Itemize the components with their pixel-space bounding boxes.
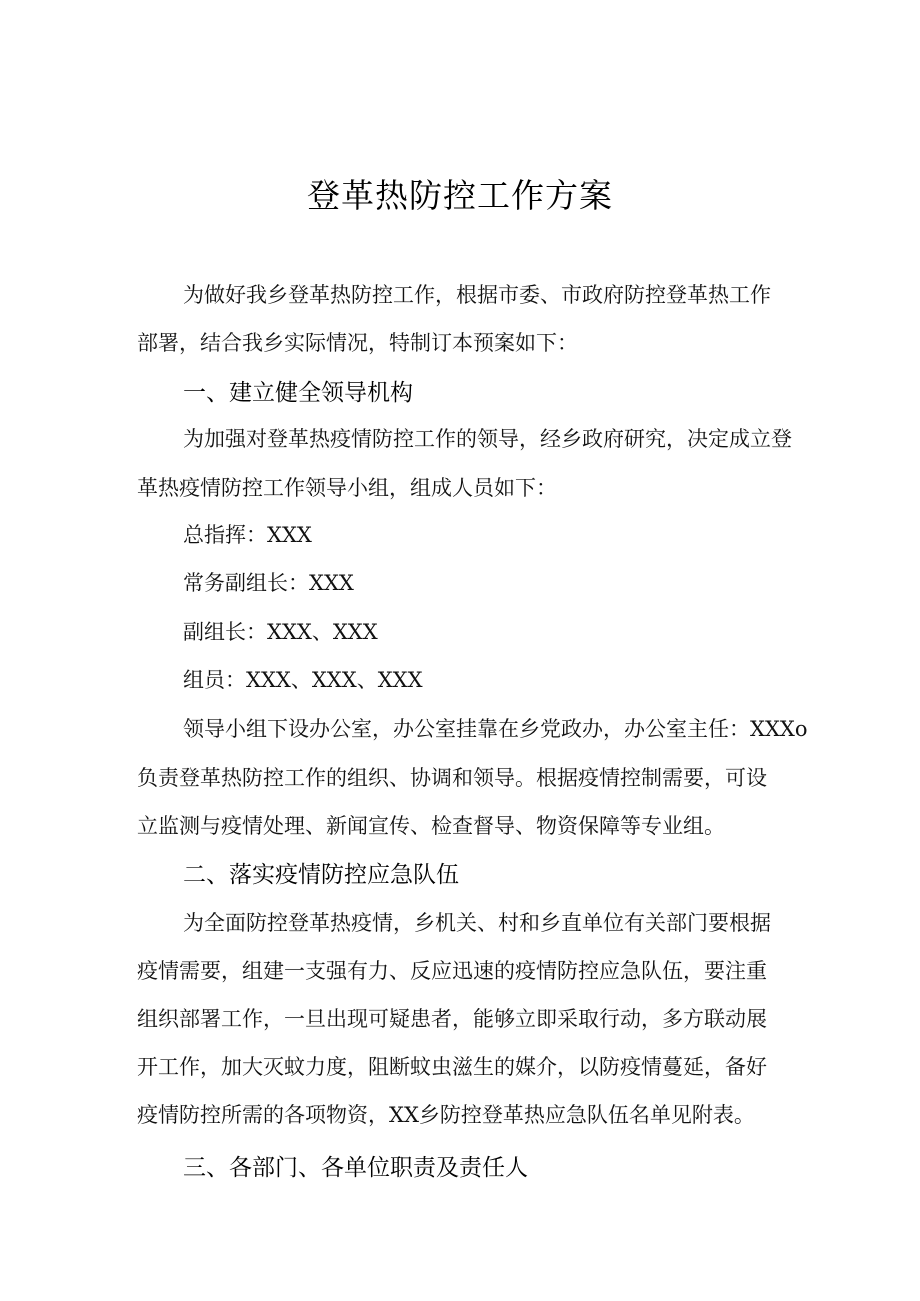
section-2-line-3: 组织部署工作，一旦出现可疑患者，能够立即采取行动，多方联动展 (137, 1007, 767, 1031)
section-1-line-8: 负责登革热防控工作的组织、协调和领导。根据疫情控制需要，可设 (137, 766, 767, 790)
section-1-line-1: 为加强对登革热疫情防控工作的领导，经乡政府研究，决定成立登 (183, 427, 792, 451)
section-2-heading: 二、落实疫情防控应急队伍 (183, 862, 459, 888)
intro-line-2: 部署，结合我乡实际情况，特制订本预案如下： (137, 331, 578, 355)
section-2-line-1: 为全面防控登革热疫情，乡机关、村和乡直单位有关部门要根据 (183, 911, 771, 935)
section-1-line-7: 领导小组下设办公室，办公室挂靠在乡党政办，办公室主任：XXXo (183, 717, 808, 741)
section-1-line-4: 常务副组长：XXX (183, 571, 354, 595)
intro-line-1: 为做好我乡登革热防控工作，根据市委、市政府防控登革热工作 (183, 283, 771, 307)
section-3-heading: 三、各部门、各单位职责及责任人 (183, 1155, 528, 1181)
section-1-line-5: 副组长：XXX、XXX (183, 620, 378, 644)
section-1-line-2: 革热疫情防控工作领导小组，组成人员如下： (137, 476, 557, 500)
section-2-line-5: 疫情防控所需的各项物资，XX乡防控登革热应急队伍名单见附表。 (137, 1103, 755, 1127)
section-1-line-3: 总指挥：XXX (183, 523, 312, 547)
section-1-line-6: 组员：XXX、XXX、XXX (183, 668, 423, 692)
section-2-line-4: 开工作，加大灭蚊力度，阻断蚊虫滋生的媒介，以防疫情蔓延，备好 (137, 1055, 767, 1079)
section-2-line-2: 疫情需要，组建一支强有力、反应迅速的疫情防控应急队伍，要注重 (137, 959, 767, 983)
document-title: 登革热防控工作方案 (307, 176, 613, 215)
section-1-line-9: 立监测与疫情处理、新闻宣传、检查督导、物资保障等专业组。 (137, 814, 725, 838)
section-1-heading: 一、建立健全领导机构 (183, 380, 413, 406)
